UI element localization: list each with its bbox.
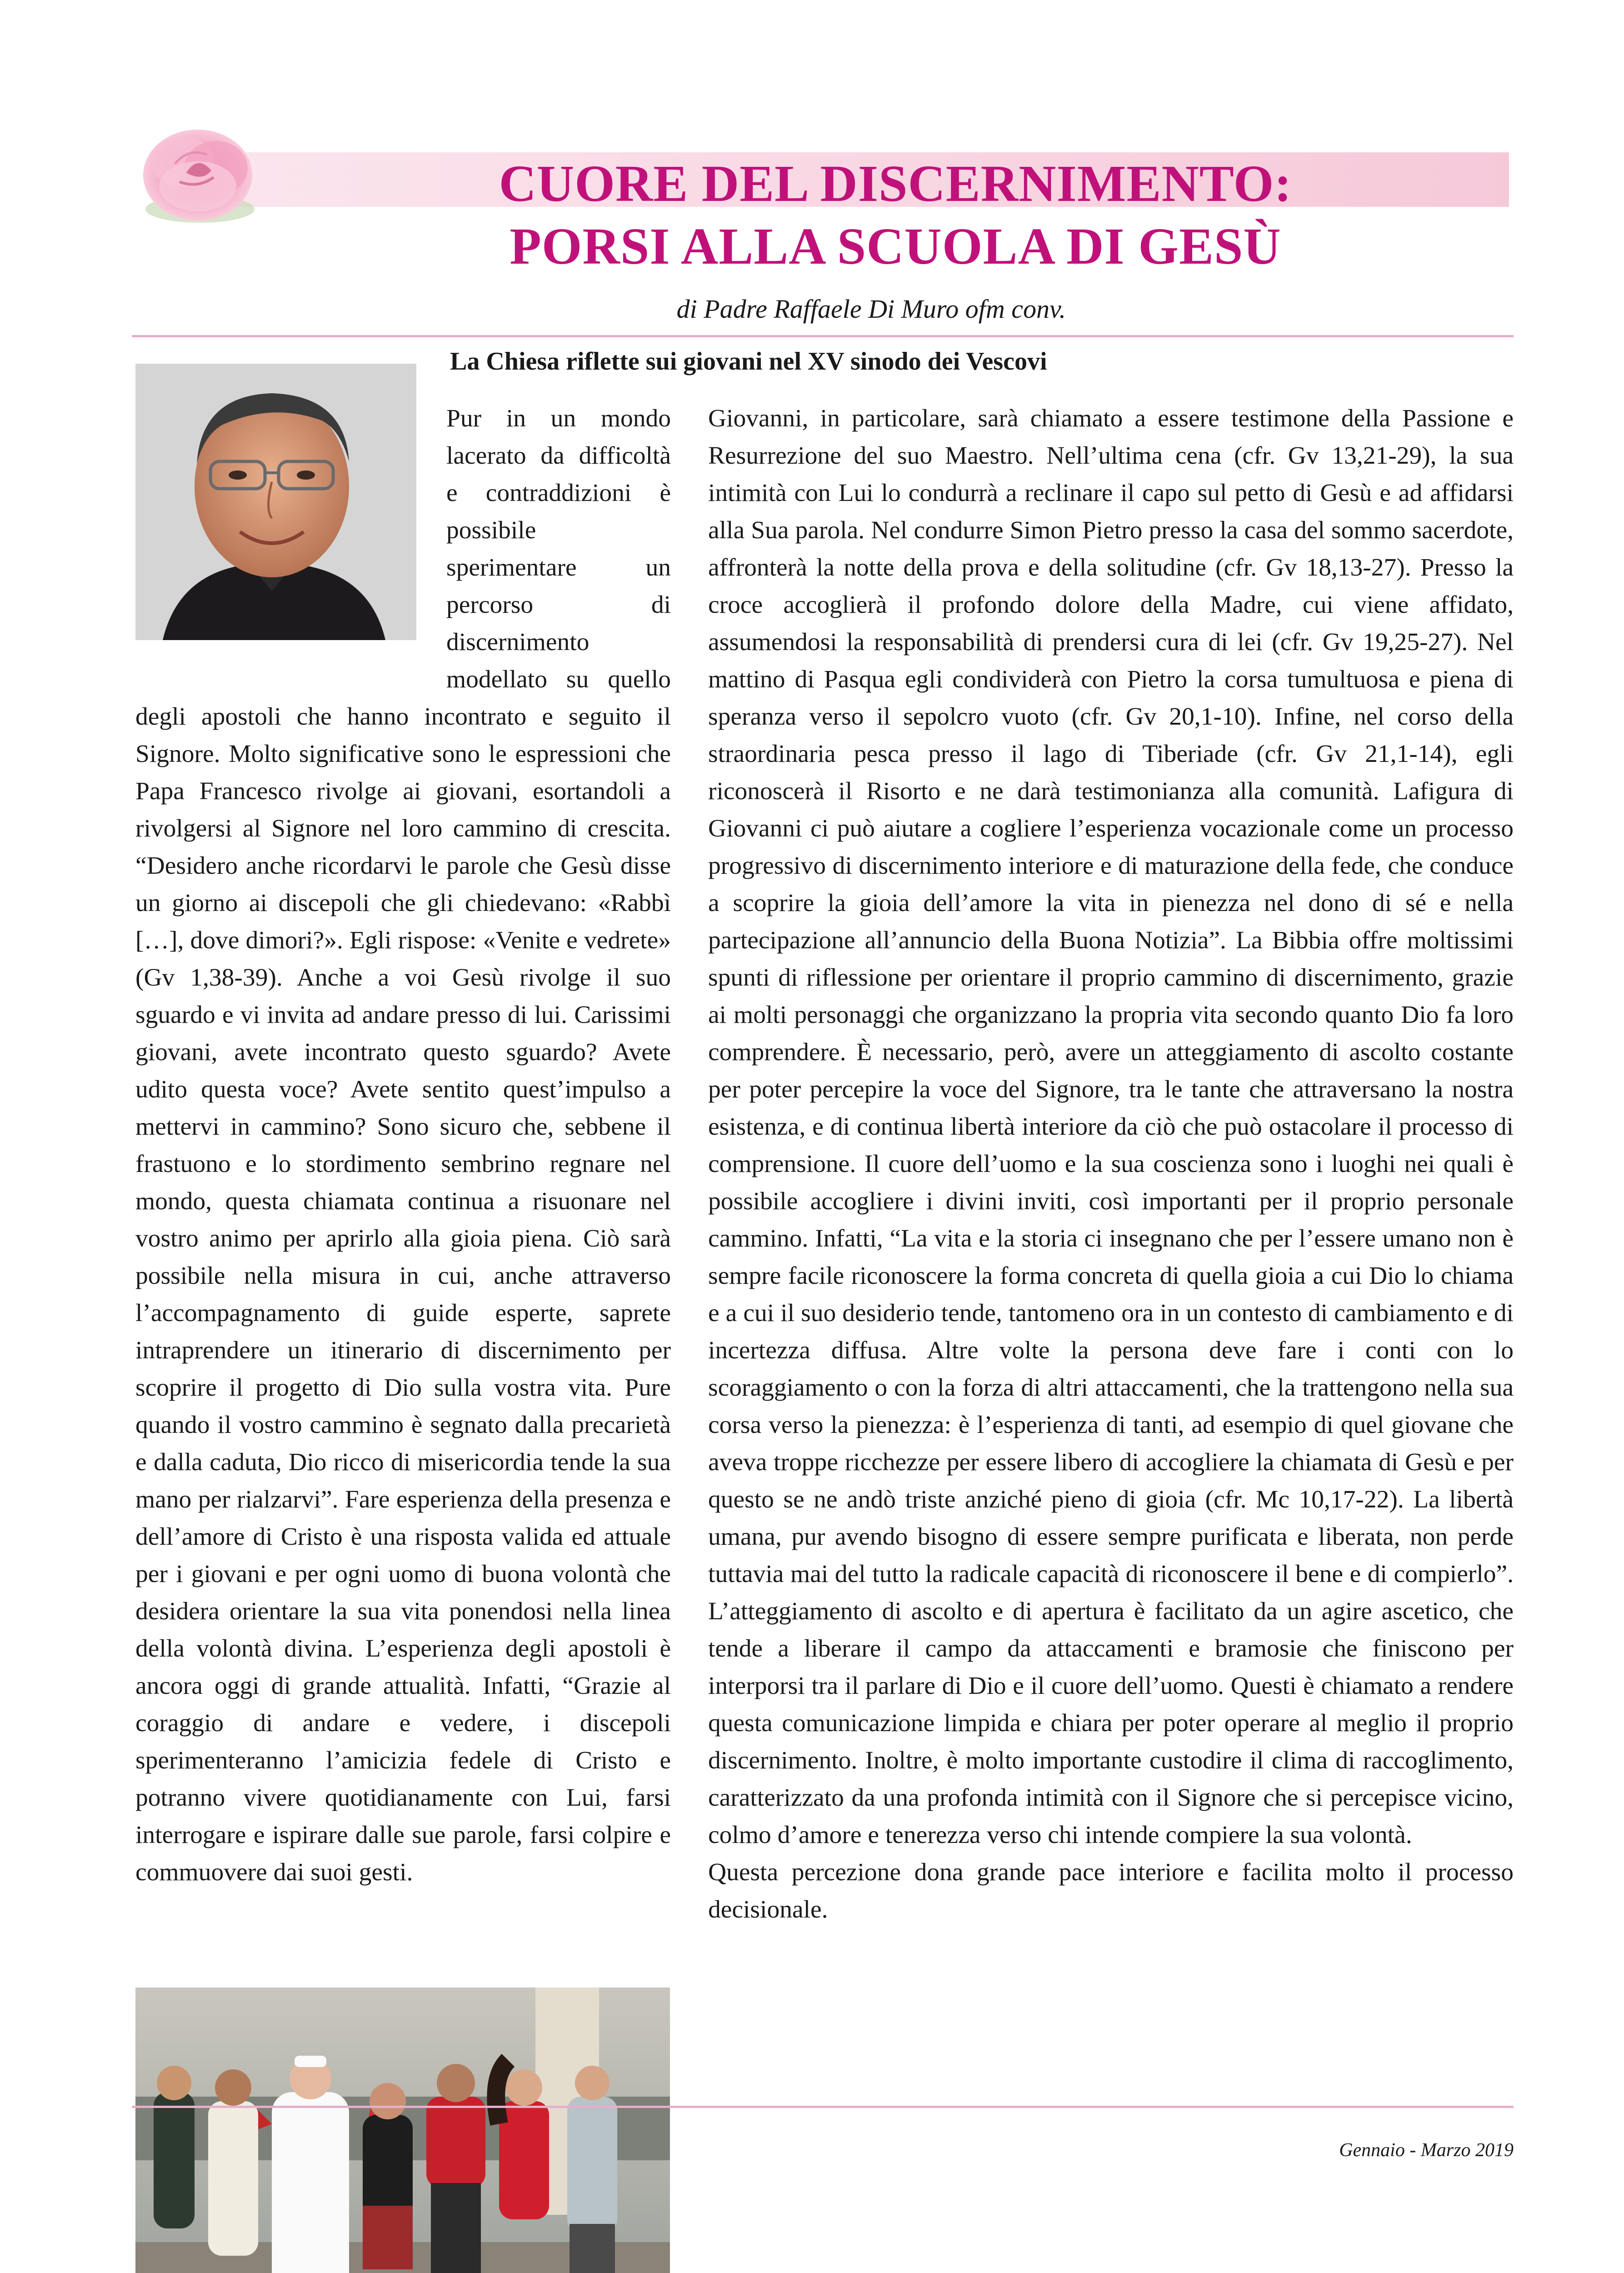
right-text-column [708,400,1514,1928]
bottom-divider [132,2106,1514,2108]
pope-with-young-people-photo [135,1988,670,2273]
left-column-text: Pur in un mondo lacerato da difficoltà e contraddizioni è possibile sperimentare un percorso di discernimento modellato su quello degli apostoli che hanno incontrato e seguito il Signore. Molto significative sono le espressioni che Papa Francesco rivolge ai giovani, esortandoli a rivolgersi al Signore nel loro cammino di crescita. “Desidero anche ricordarvi le parole che Gesù disse un giorno ai discepoli che gli chiedevano: «Rabbì […], dove dimori?». Egli rispose: «Venite e vedrete» (Gv 1,38-39). Anche a voi Gesù rivolge il suo sguardo e vi invita ad andare presso di lui. Carissimi giovani, avete incontrato questo sguardo? Avete udito questa voce? Avete sentito quest’impulso a mettervi in cammino? Sono sicuro che, sebbene il frastuono e lo stordimento sembrino regnare nel mondo, questa chiamata continua a risuonare nel vostro animo per aprirlo alla gioia piena. Ciò sarà possibile nella misura in cui, anche attraverso l’accompagnamento di guide esperte, saprete intraprendere un itinerario di discernimento per scoprire il progetto di Dio sulla vostra vita. Pure quando il vostro cammino è segnato dalla precarietà e dalla caduta, Dio ricco di misericordia tende la sua mano per rialzarvi”. Fare esperienza della presenza e dell’amore di Cristo è una risposta valida ed attuale per i giovani e per ogni uomo di buona volontà che desidera orientare la sua vita ponendosi nella linea della volontà divina. L’esperienza degli apostoli è ancora oggi di grande attualità. Infatti, “Grazie al coraggio di andare e vedere, i discepoli sperimenteranno l’amicizia fedele di Cristo e potranno vivere quotidianamente con Lui, farsi interrogare e ispirare dalle sue parole, farsi colpire e commuovere dai suoi gesti. [135,405,671,1886]
article-subtitle: La Chiesa riflette sui giovani nel XV sinodo dei Vescovi [450,347,1047,375]
top-divider [132,335,1514,337]
title-line-1: CUORE DEL DISCERNIMENTO: [499,155,1292,212]
portrait-spacer [135,400,446,664]
pink-rose-icon [132,118,264,227]
author-byline: di Padre Raffaele Di Muro ofm conv. [676,294,1066,324]
right-column-paragraph-2: Questa percezione dona grande pace interiore e facilita molto il processo decisionale. [708,1858,1514,1923]
issue-date: Gennaio - Marzo 2019 [1339,2140,1514,2161]
right-column-paragraph-1: Giovanni, in particolare, sarà chiamato a essere testimone della Passione e Resurrezione del suo Maestro. Nell’ultima cena (cfr. Gv 13,21-29), la sua intimità con Lui lo condurrà a reclinare il capo sul petto di Gesù e ad affidarsi alla Sua parola. Nel condurre Simon Pietro presso la casa del sommo sacerdote, affronterà la notte della prova e della solitudine (cfr. Gv 18,13-27). Presso la croce accoglierà il profondo dolore della Madre, cui viene affidato, assumendosi la responsabilità di prendersi cura di lei (cfr. Gv 19,25-27). Nel mattino di Pasqua egli condividerà con Pietro la corsa tumultuosa e piena di speranza verso il sepolcro vuoto (cfr. Gv 20,1-10). Infine, nel corso della straordinaria pesca presso il lago di Tiberiade (cfr. Gv 21,1-14), egli riconoscerà il Risorto e ne darà testimonianza alla comunità. Lafigura di Giovanni ci può aiutare a cogliere l’esperienza vocazionale come un processo progressivo di discernimento interiore e di maturazione della fede, che conduce a scoprire la gioia dell’amore la vita in pienezza nel dono di sé e nella partecipazione all’annuncio della Buona Notizia”. La Bibbia offre moltissimi spunti di riflessione per orientare il proprio cammino di discernimento, grazie ai molti personaggi che organizzano la propria vita secondo quanto Dio fa loro comprendere. È necessario, però, avere un atteggiamento di ascolto costante per poter percepire la voce del Signore, tra le tante che attraversano la nostra esistenza, e di continua libertà interiore da ciò che può ostacolare il processo di comprensione. Il cuore dell’uomo e la sua coscienza sono i luoghi nei quali è possibile accogliere i divini inviti, così importanti per il proprio personale cammino. Infatti, “La vita e la storia ci insegnano che per l’essere umano non è sempre facile riconoscere la forma concreta di quella gioia a cui Dio lo chiama e a cui il suo desiderio tende, tantomeno ora in un contesto di cambiamento e di incertezza diffusa. Altre volte la persona deve fare i conti con lo scoraggiamento o con la forza di altri attaccamenti, che la trattengono nella sua corsa verso la pienezza: è l’esperienza di tanti, ad esempio di quel giovane che aveva troppe ricchezze per essere libero di accogliere la chiamata di Gesù e per questo se ne andò triste anziché pieno di gioia (cfr. Mc 10,17-22). La libertà umana, pur avendo bisogno di essere sempre purificata e liberata, non perde tuttavia mai del tutto la radicale capacità di riconoscere il bene e di compierlo”. L’atteggiamento di ascolto e di apertura è facilitato da un agire ascetico, che tende a liberare il campo da attaccamenti e bramosie che finiscono per interporsi tra il parlare di Dio e il cuore dell’uomo. Questi è chiamato a rendere questa comunicazione limpida e chiara per poter operare al meglio il proprio discernimento. Inoltre, è molto importante custodire il clima di raccoglimento, caratterizzato da una profonda intimità con il Signore che si percepisce vicino, colmo d’amore e tenerezza verso chi intende compiere la sua volontà. [708,405,1514,1849]
title-line-2: PORSI ALLA SCUOLA DI GESÙ [510,217,1281,275]
left-text-column [135,400,671,1891]
article-title [273,152,1518,278]
